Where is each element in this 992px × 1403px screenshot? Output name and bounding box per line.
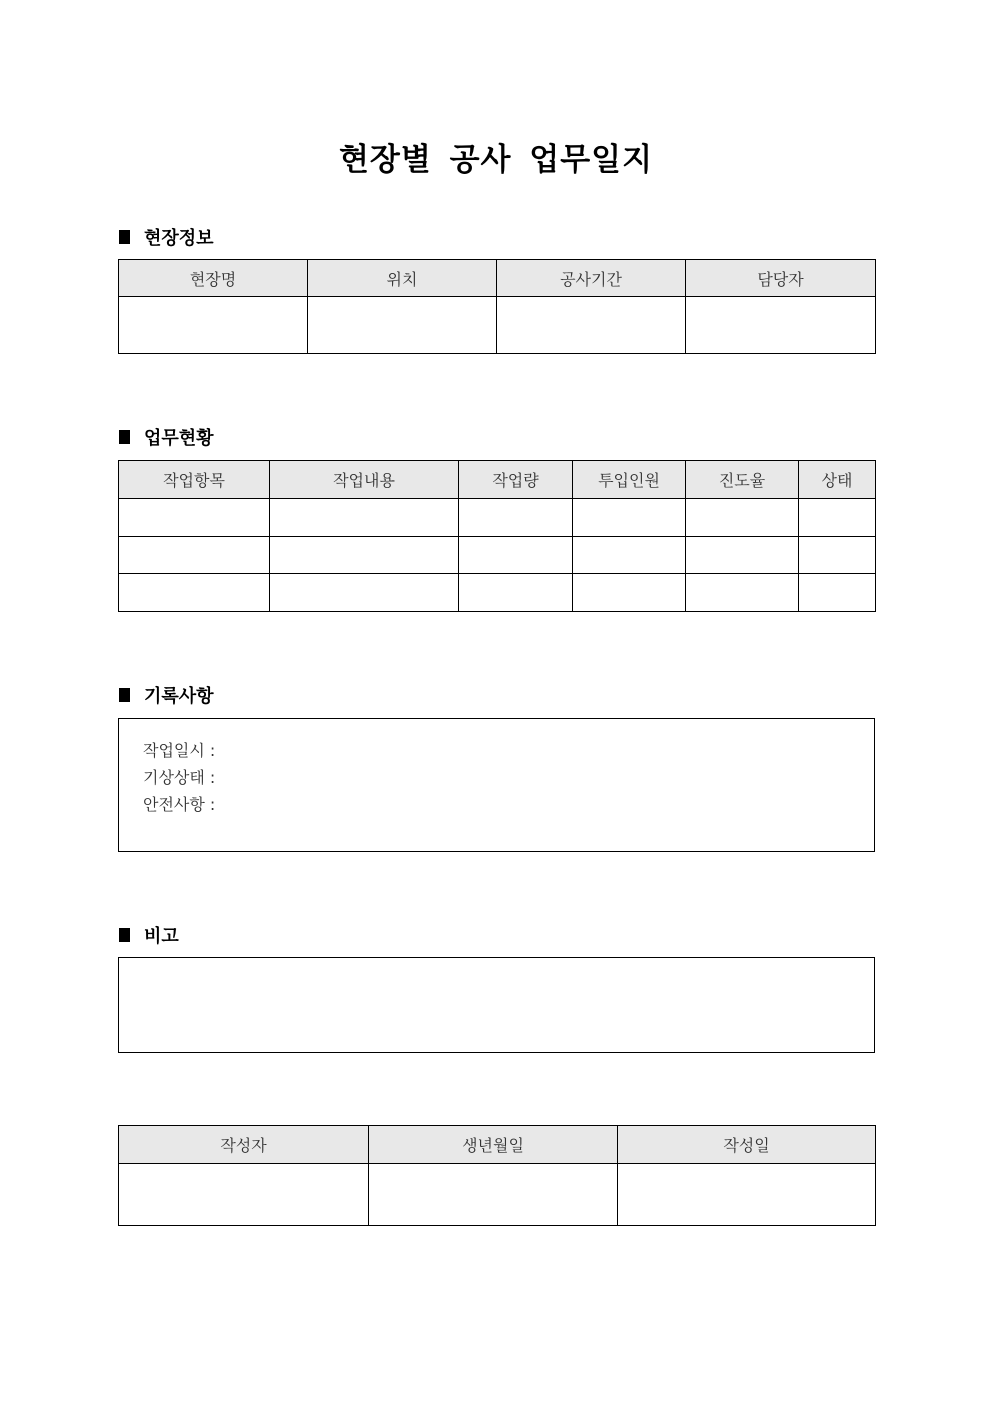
- cell[interactable]: [119, 574, 270, 612]
- header-author: 작성자: [119, 1126, 369, 1164]
- header-personnel: 투입인원: [573, 461, 686, 499]
- work-status-table: [118, 460, 876, 612]
- document-title: 현장별 공사 업무일지: [338, 142, 654, 178]
- records-box[interactable]: [118, 718, 875, 852]
- cell[interactable]: [573, 499, 686, 537]
- header-manager: 담당자: [686, 260, 876, 297]
- square-bullet-icon: [119, 430, 130, 444]
- square-bullet-icon: [119, 928, 130, 942]
- square-bullet-icon: [119, 688, 130, 702]
- remarks-box[interactable]: [118, 957, 875, 1053]
- header-work-amount: 작업량: [459, 461, 573, 499]
- header-work-item: 작업항목: [119, 461, 270, 499]
- cell[interactable]: [119, 499, 270, 537]
- cell[interactable]: [573, 537, 686, 574]
- cell[interactable]: [686, 499, 799, 537]
- cell[interactable]: [799, 537, 876, 574]
- header-location: 위치: [308, 260, 497, 297]
- cell[interactable]: [119, 537, 270, 574]
- cell[interactable]: [459, 574, 573, 612]
- header-birthdate: 생년월일: [369, 1126, 618, 1164]
- record-safety: 안전사항 :: [143, 795, 216, 814]
- header-work-content: 작업내용: [270, 461, 459, 499]
- author-table: [118, 1125, 876, 1226]
- cell-birthdate[interactable]: [369, 1164, 618, 1226]
- section-heading-work-status: 업무현황: [119, 424, 214, 450]
- site-info-table: [118, 259, 876, 354]
- cell-period[interactable]: [497, 297, 686, 354]
- cell[interactable]: [270, 537, 459, 574]
- cell-site-name[interactable]: [119, 297, 308, 354]
- cell[interactable]: [799, 574, 876, 612]
- section-heading-remarks: 비고: [119, 922, 179, 948]
- cell[interactable]: [459, 499, 573, 537]
- section-heading-records: 기록사항: [119, 682, 214, 708]
- table-row: [119, 574, 876, 612]
- header-site-name: 현장명: [119, 260, 308, 297]
- table-row: [119, 537, 876, 574]
- record-work-datetime: 작업일시 :: [143, 741, 216, 760]
- cell-location[interactable]: [308, 297, 497, 354]
- cell[interactable]: [686, 574, 799, 612]
- record-weather: 기상상태 :: [143, 768, 216, 787]
- cell[interactable]: [270, 574, 459, 612]
- cell-date-written[interactable]: [618, 1164, 876, 1226]
- cell-manager[interactable]: [686, 297, 876, 354]
- header-status: 상태: [799, 461, 876, 499]
- table-row: [119, 499, 876, 537]
- cell[interactable]: [799, 499, 876, 537]
- square-bullet-icon: [119, 230, 130, 244]
- cell[interactable]: [270, 499, 459, 537]
- cell[interactable]: [459, 537, 573, 574]
- header-date-written: 작성일: [618, 1126, 876, 1164]
- header-period: 공사기간: [497, 260, 686, 297]
- section-heading-site-info: 현장정보: [119, 224, 214, 250]
- header-progress: 진도율: [686, 461, 799, 499]
- cell-author[interactable]: [119, 1164, 369, 1226]
- cell[interactable]: [573, 574, 686, 612]
- cell[interactable]: [686, 537, 799, 574]
